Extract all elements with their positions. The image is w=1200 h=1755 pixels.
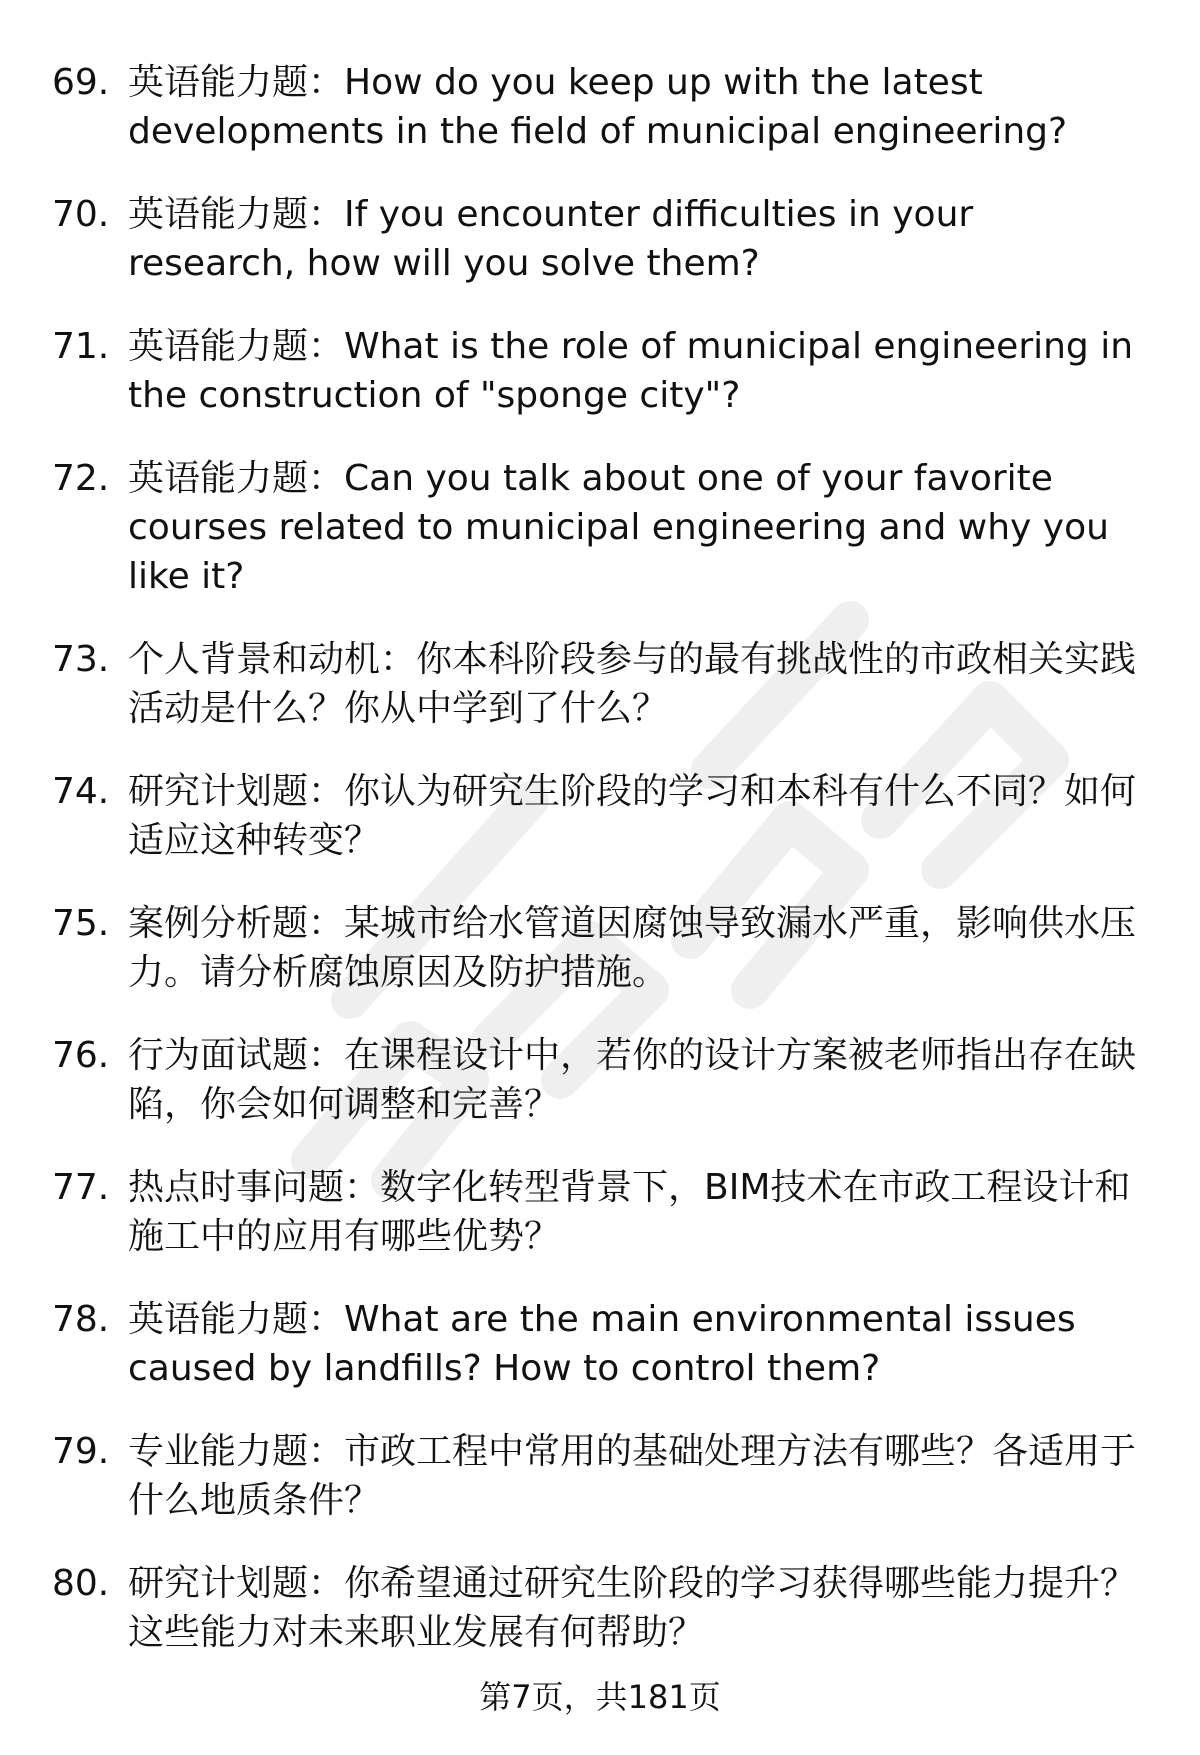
question-list [52, 58, 1142, 1691]
question-text: 研究计划题：你认为研究生阶段的学习和本科有什么不同？如何适应这种转变？ [128, 771, 1137, 861]
question-number: 70. [52, 194, 110, 235]
question-number: 79. [52, 1431, 110, 1472]
question-text: 研究计划题：你希望通过研究生阶段的学习获得哪些能力提升？这些能力对未来职业发展有何帮助？ [128, 1563, 1137, 1653]
question-number: 72. [52, 458, 110, 499]
question-item [52, 767, 1142, 865]
question-number: 76. [52, 1035, 110, 1076]
question-text: 专业能力题：市政工程中常用的基础处理方法有哪些？各适用于什么地质条件？ [128, 1431, 1137, 1521]
question-number: 78. [52, 1299, 110, 1340]
question-item [52, 454, 1142, 601]
question-item [52, 635, 1142, 733]
question-text: 英语能力题：Can you talk about one of your favorite courses related to municipal engineering and why you like it? [128, 458, 1109, 597]
question-number: 69. [52, 62, 110, 103]
question-text: 案例分析题：某城市给水管道因腐蚀导致漏水严重，影响供水压力。请分析腐蚀原因及防护措施。 [128, 903, 1137, 993]
question-item [52, 899, 1142, 997]
page-footer: 第7页，共181页 [479, 1678, 721, 1716]
question-number: 80. [52, 1563, 110, 1604]
question-text: 英语能力题：How do you keep up with the latest developments in the field of municipal engineering? [128, 62, 1068, 152]
question-item [52, 322, 1142, 420]
question-text: 英语能力题：If you encounter difficulties in your research, how will you solve them? [128, 194, 974, 284]
question-number: 71. [52, 326, 110, 367]
question-text: 个人背景和动机：你本科阶段参与的最有挑战性的市政相关实践活动是什么？你从中学到了什么？ [128, 639, 1137, 729]
question-number: 73. [52, 639, 110, 680]
question-number: 74. [52, 771, 110, 812]
question-text: 英语能力题：What is the role of municipal engineering in the construction of "sponge city"? [128, 326, 1134, 416]
question-text: 行为面试题：在课程设计中，若你的设计方案被老师指出存在缺陷，你会如何调整和完善？ [128, 1035, 1137, 1125]
question-item [52, 1031, 1142, 1129]
question-item [52, 1163, 1142, 1261]
question-item [52, 58, 1142, 156]
question-text: 热点时事问题：数字化转型背景下，BIM技术在市政工程设计和施工中的应用有哪些优势？ [128, 1167, 1131, 1257]
question-item [52, 1559, 1142, 1657]
question-item [52, 190, 1142, 288]
question-text: 英语能力题：What are the main environmental issues caused by landfills? How to control them? [128, 1299, 1076, 1389]
question-number: 75. [52, 903, 110, 944]
question-item [52, 1427, 1142, 1525]
question-item [52, 1295, 1142, 1393]
question-number: 77. [52, 1167, 110, 1208]
